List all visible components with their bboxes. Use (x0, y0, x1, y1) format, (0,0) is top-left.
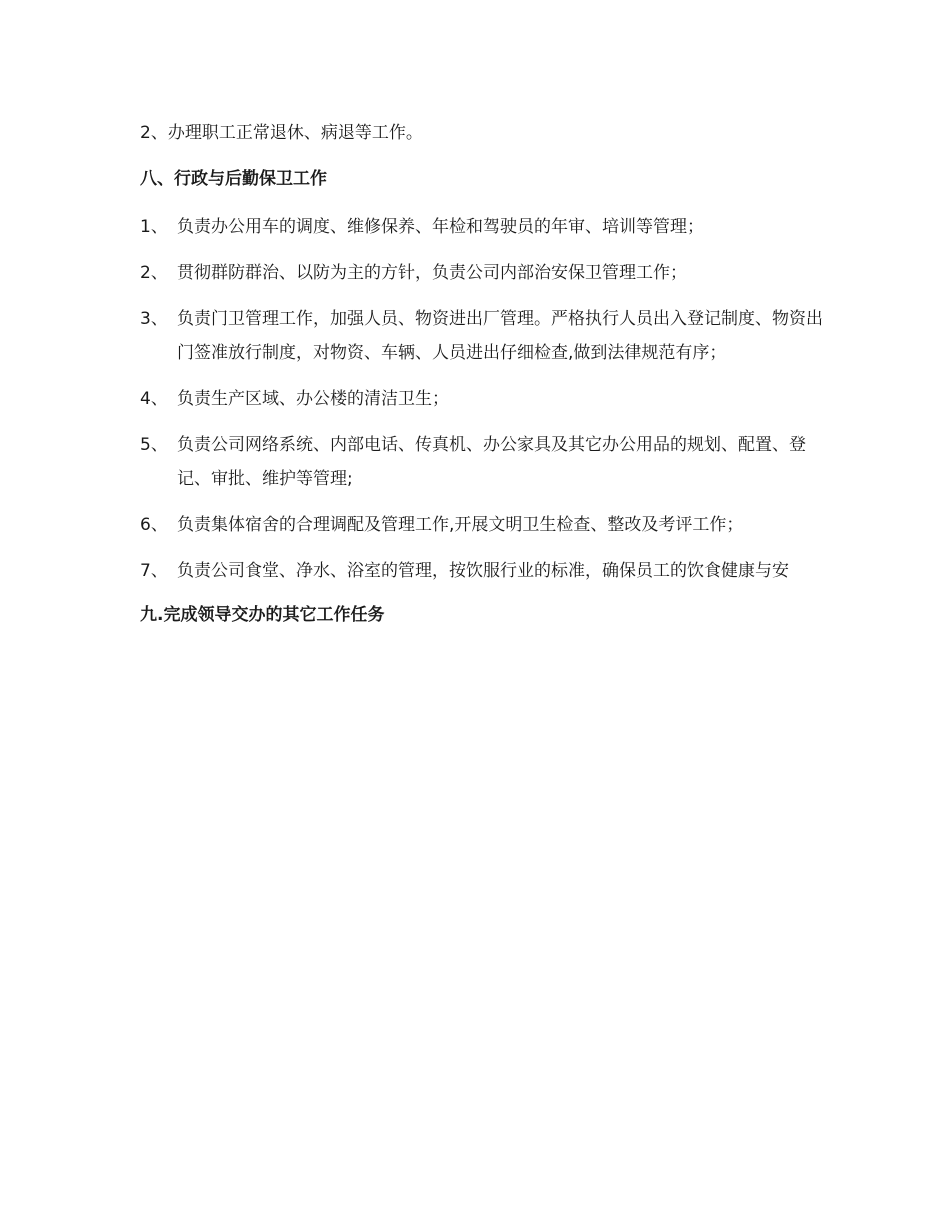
list-item-text: 贯彻群防群治、以防为主的方针，负责公司内部治安保卫管理工作； (177, 263, 687, 283)
list-item-text: 负责办公用车的调度、维修保养、年检和驾驶员的年审、培训等管理； (177, 217, 704, 237)
list-item-number: 1、 (140, 217, 168, 237)
list-item (140, 554, 830, 588)
list-item-number: 2、 (140, 263, 168, 283)
list-item (140, 382, 830, 416)
list-item-number: 3、 (140, 309, 168, 329)
list-item (140, 508, 830, 542)
list-item-number: 6、 (140, 515, 168, 535)
list-item-number: 5、 (140, 435, 168, 455)
document-body (140, 118, 830, 646)
list-item-text: 负责集体宿舍的合理调配及管理工作,开展文明卫生检查、整改及考评工作； (177, 515, 744, 535)
list-item (140, 256, 830, 290)
list-item (140, 210, 830, 244)
section-8-heading: 八、行政与后勤保卫工作 (140, 169, 327, 189)
section-9-heading: 九.完成领导交办的其它工作任务 (140, 605, 385, 625)
intro-paragraph: 2、办理职工正常退休、病退等工作。 (140, 123, 423, 143)
list-item-text: 负责门卫管理工作，加强人员、物资进出厂管理。严格执行人员出入登记制度、物资出门签准放行制度，对物资、车辆、人员进出仔细检查,做到法律规范有序； (177, 309, 823, 363)
list-item-number: 7、 (140, 561, 168, 581)
list-item (140, 302, 830, 370)
list-item-number: 4、 (140, 389, 168, 409)
list-item-text: 负责生产区域、办公楼的清洁卫生； (177, 389, 449, 409)
list-item (140, 428, 830, 496)
list-item-text: 负责公司网络系统、内部电话、传真机、办公家具及其它办公用品的规划、配置、登记、审批、维护等管理; (177, 435, 806, 489)
section-8-list (140, 210, 830, 588)
list-item-text: 负责公司食堂、净水、浴室的管理，按饮服行业的标准，确保员工的饮食健康与安 (177, 561, 789, 581)
